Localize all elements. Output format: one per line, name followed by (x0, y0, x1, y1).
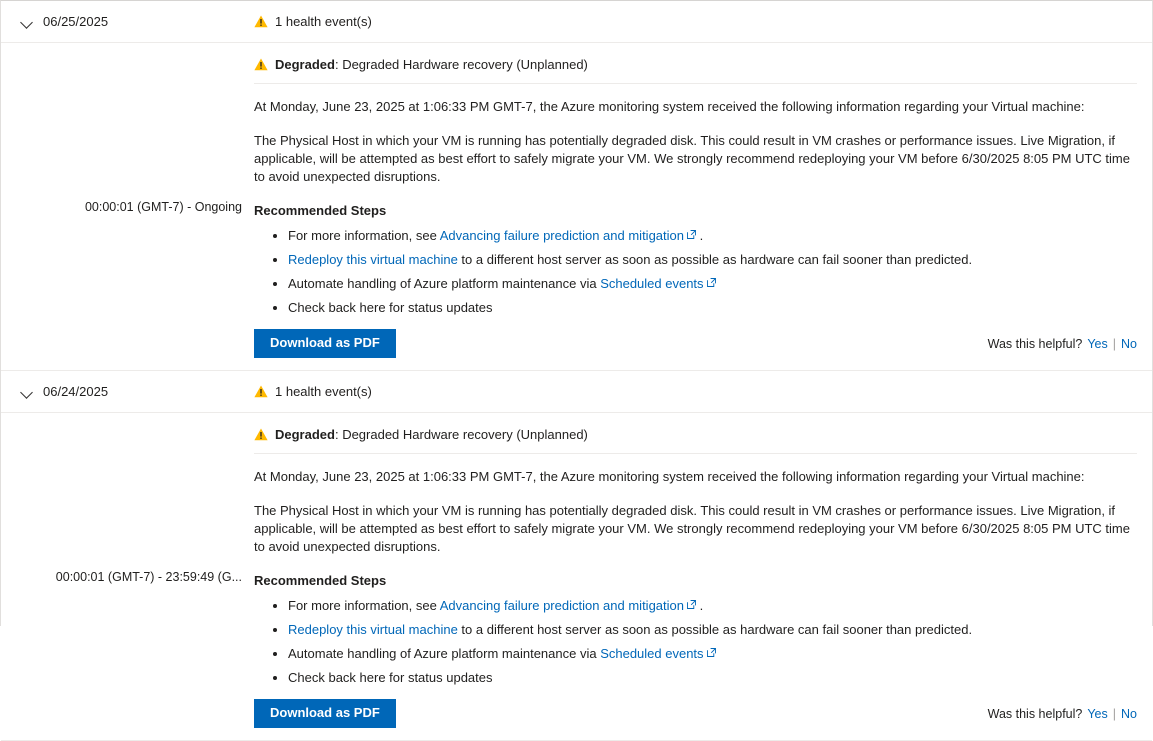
health-event-block (1, 413, 1152, 741)
day-health-summary (254, 14, 372, 29)
external-link-icon (707, 648, 716, 657)
event-footer (254, 690, 1137, 740)
step-prefix: Automate handling of Azure platform maintenance via (288, 276, 601, 291)
warning-triangle-icon (254, 15, 268, 28)
scheduled-events-link[interactable]: Scheduled events (600, 276, 704, 291)
health-event-count: 1 health event(s) (275, 384, 372, 399)
external-link-icon (707, 278, 716, 287)
feedback-question: Was this helpful? (987, 336, 1083, 351)
day-header-left (1, 14, 254, 30)
recommended-steps-list (254, 594, 1137, 690)
feedback-separator: | (1112, 706, 1117, 721)
step-suffix: to a different host server as soon as possible as hardware can fail sooner than predicted. (457, 622, 973, 637)
recommended-steps-title: Recommended Steps (254, 203, 387, 218)
redeploy-vm-link[interactable]: Redeploy this virtual machine (288, 622, 458, 637)
event-time-range: 00:00:01 (GMT-7) - Ongoing (84, 199, 242, 214)
chevron-down-icon[interactable] (19, 14, 35, 30)
day-header-left (1, 384, 254, 400)
list-item (288, 618, 1137, 642)
list-item (288, 594, 1137, 618)
event-status-line (254, 43, 1137, 84)
health-event-block (1, 43, 1152, 371)
advancing-failure-prediction-link[interactable]: Advancing failure prediction and mitigation (439, 228, 684, 243)
event-status-line (254, 413, 1137, 454)
step-suffix: . (696, 228, 704, 243)
day-date-label: 06/24/2025 (43, 384, 109, 399)
event-status-detail: : Degraded Hardware recovery (Unplanned) (334, 57, 588, 72)
event-footer (254, 320, 1137, 370)
redeploy-vm-link[interactable]: Redeploy this virtual machine (288, 252, 458, 267)
feedback-group (988, 707, 1137, 721)
step-prefix: Check back here for status updates (288, 670, 493, 685)
event-paragraph-1: At Monday, June 23, 2025 at 1:06:33 PM GMT-7, the Azure monitoring system received the following information regarding your Virtual machine: (254, 99, 1085, 114)
external-link-icon (687, 230, 696, 239)
event-details (254, 43, 1152, 370)
day-header-row[interactable] (1, 1, 1152, 43)
list-item (288, 296, 1137, 320)
warning-triangle-icon (254, 428, 268, 441)
list-item (288, 248, 1137, 272)
day-date-label: 06/25/2025 (43, 14, 109, 29)
feedback-no-link[interactable]: No (1121, 706, 1137, 721)
health-event-count: 1 health event(s) (275, 14, 372, 29)
chevron-down-icon[interactable] (19, 384, 35, 400)
event-details (254, 413, 1152, 740)
day-health-summary (254, 384, 372, 399)
download-as-pdf-button[interactable]: Download as PDF (254, 699, 396, 728)
event-status-label: Degraded (275, 57, 335, 72)
warning-triangle-icon (254, 385, 268, 398)
step-prefix: Check back here for status updates (288, 300, 493, 315)
recommended-steps-title: Recommended Steps (254, 573, 387, 588)
scheduled-events-link[interactable]: Scheduled events (600, 646, 704, 661)
step-prefix: Automate handling of Azure platform maintenance via (288, 646, 601, 661)
warning-triangle-icon (254, 58, 268, 71)
event-status-detail: : Degraded Hardware recovery (Unplanned) (334, 427, 588, 442)
external-link-icon (687, 600, 696, 609)
day-header-row[interactable] (1, 371, 1152, 413)
event-status-text (275, 427, 588, 442)
step-prefix: For more information, see (288, 228, 440, 243)
list-item (288, 224, 1137, 248)
advancing-failure-prediction-link[interactable]: Advancing failure prediction and mitigation (439, 598, 684, 613)
event-paragraph-1: At Monday, June 23, 2025 at 1:06:33 PM GMT-7, the Azure monitoring system received the following information regarding your Virtual machine: (254, 469, 1085, 484)
recommended-steps-list (254, 224, 1137, 320)
list-item (288, 272, 1137, 296)
event-paragraph-2: The Physical Host in which your VM is running has potentially degraded disk. This could result in VM crashes or performance issues. Live Migration, if applicable, will be attempted as best effort to safely migrate your VM. We strongly recommend redeploying your VM before 6/30/2025 8:05 PM UTC time to avoid unexpected disruptions. (254, 503, 1130, 554)
event-status-text (275, 57, 588, 72)
step-suffix: to a different host server as soon as possible as hardware can fail sooner than predicted. (457, 252, 973, 267)
step-suffix: . (696, 598, 704, 613)
feedback-group (988, 337, 1137, 351)
feedback-question: Was this helpful? (987, 706, 1083, 721)
event-time-range: 00:00:01 (GMT-7) - 23:59:49 (G... (55, 569, 242, 584)
event-paragraph-2: The Physical Host in which your VM is running has potentially degraded disk. This could result in VM crashes or performance issues. Live Migration, if applicable, will be attempted as best effort to safely migrate your VM. We strongly recommend redeploying your VM before 6/30/2025 8:05 PM UTC time to avoid unexpected disruptions. (254, 133, 1130, 184)
list-item (288, 666, 1137, 690)
list-item (288, 642, 1137, 666)
feedback-no-link[interactable]: No (1121, 336, 1137, 351)
download-as-pdf-button[interactable]: Download as PDF (254, 329, 396, 358)
feedback-separator: | (1112, 336, 1117, 351)
step-prefix: For more information, see (288, 598, 440, 613)
feedback-yes-link[interactable]: Yes (1087, 706, 1108, 721)
feedback-yes-link[interactable]: Yes (1087, 336, 1108, 351)
event-status-label: Degraded (275, 427, 335, 442)
